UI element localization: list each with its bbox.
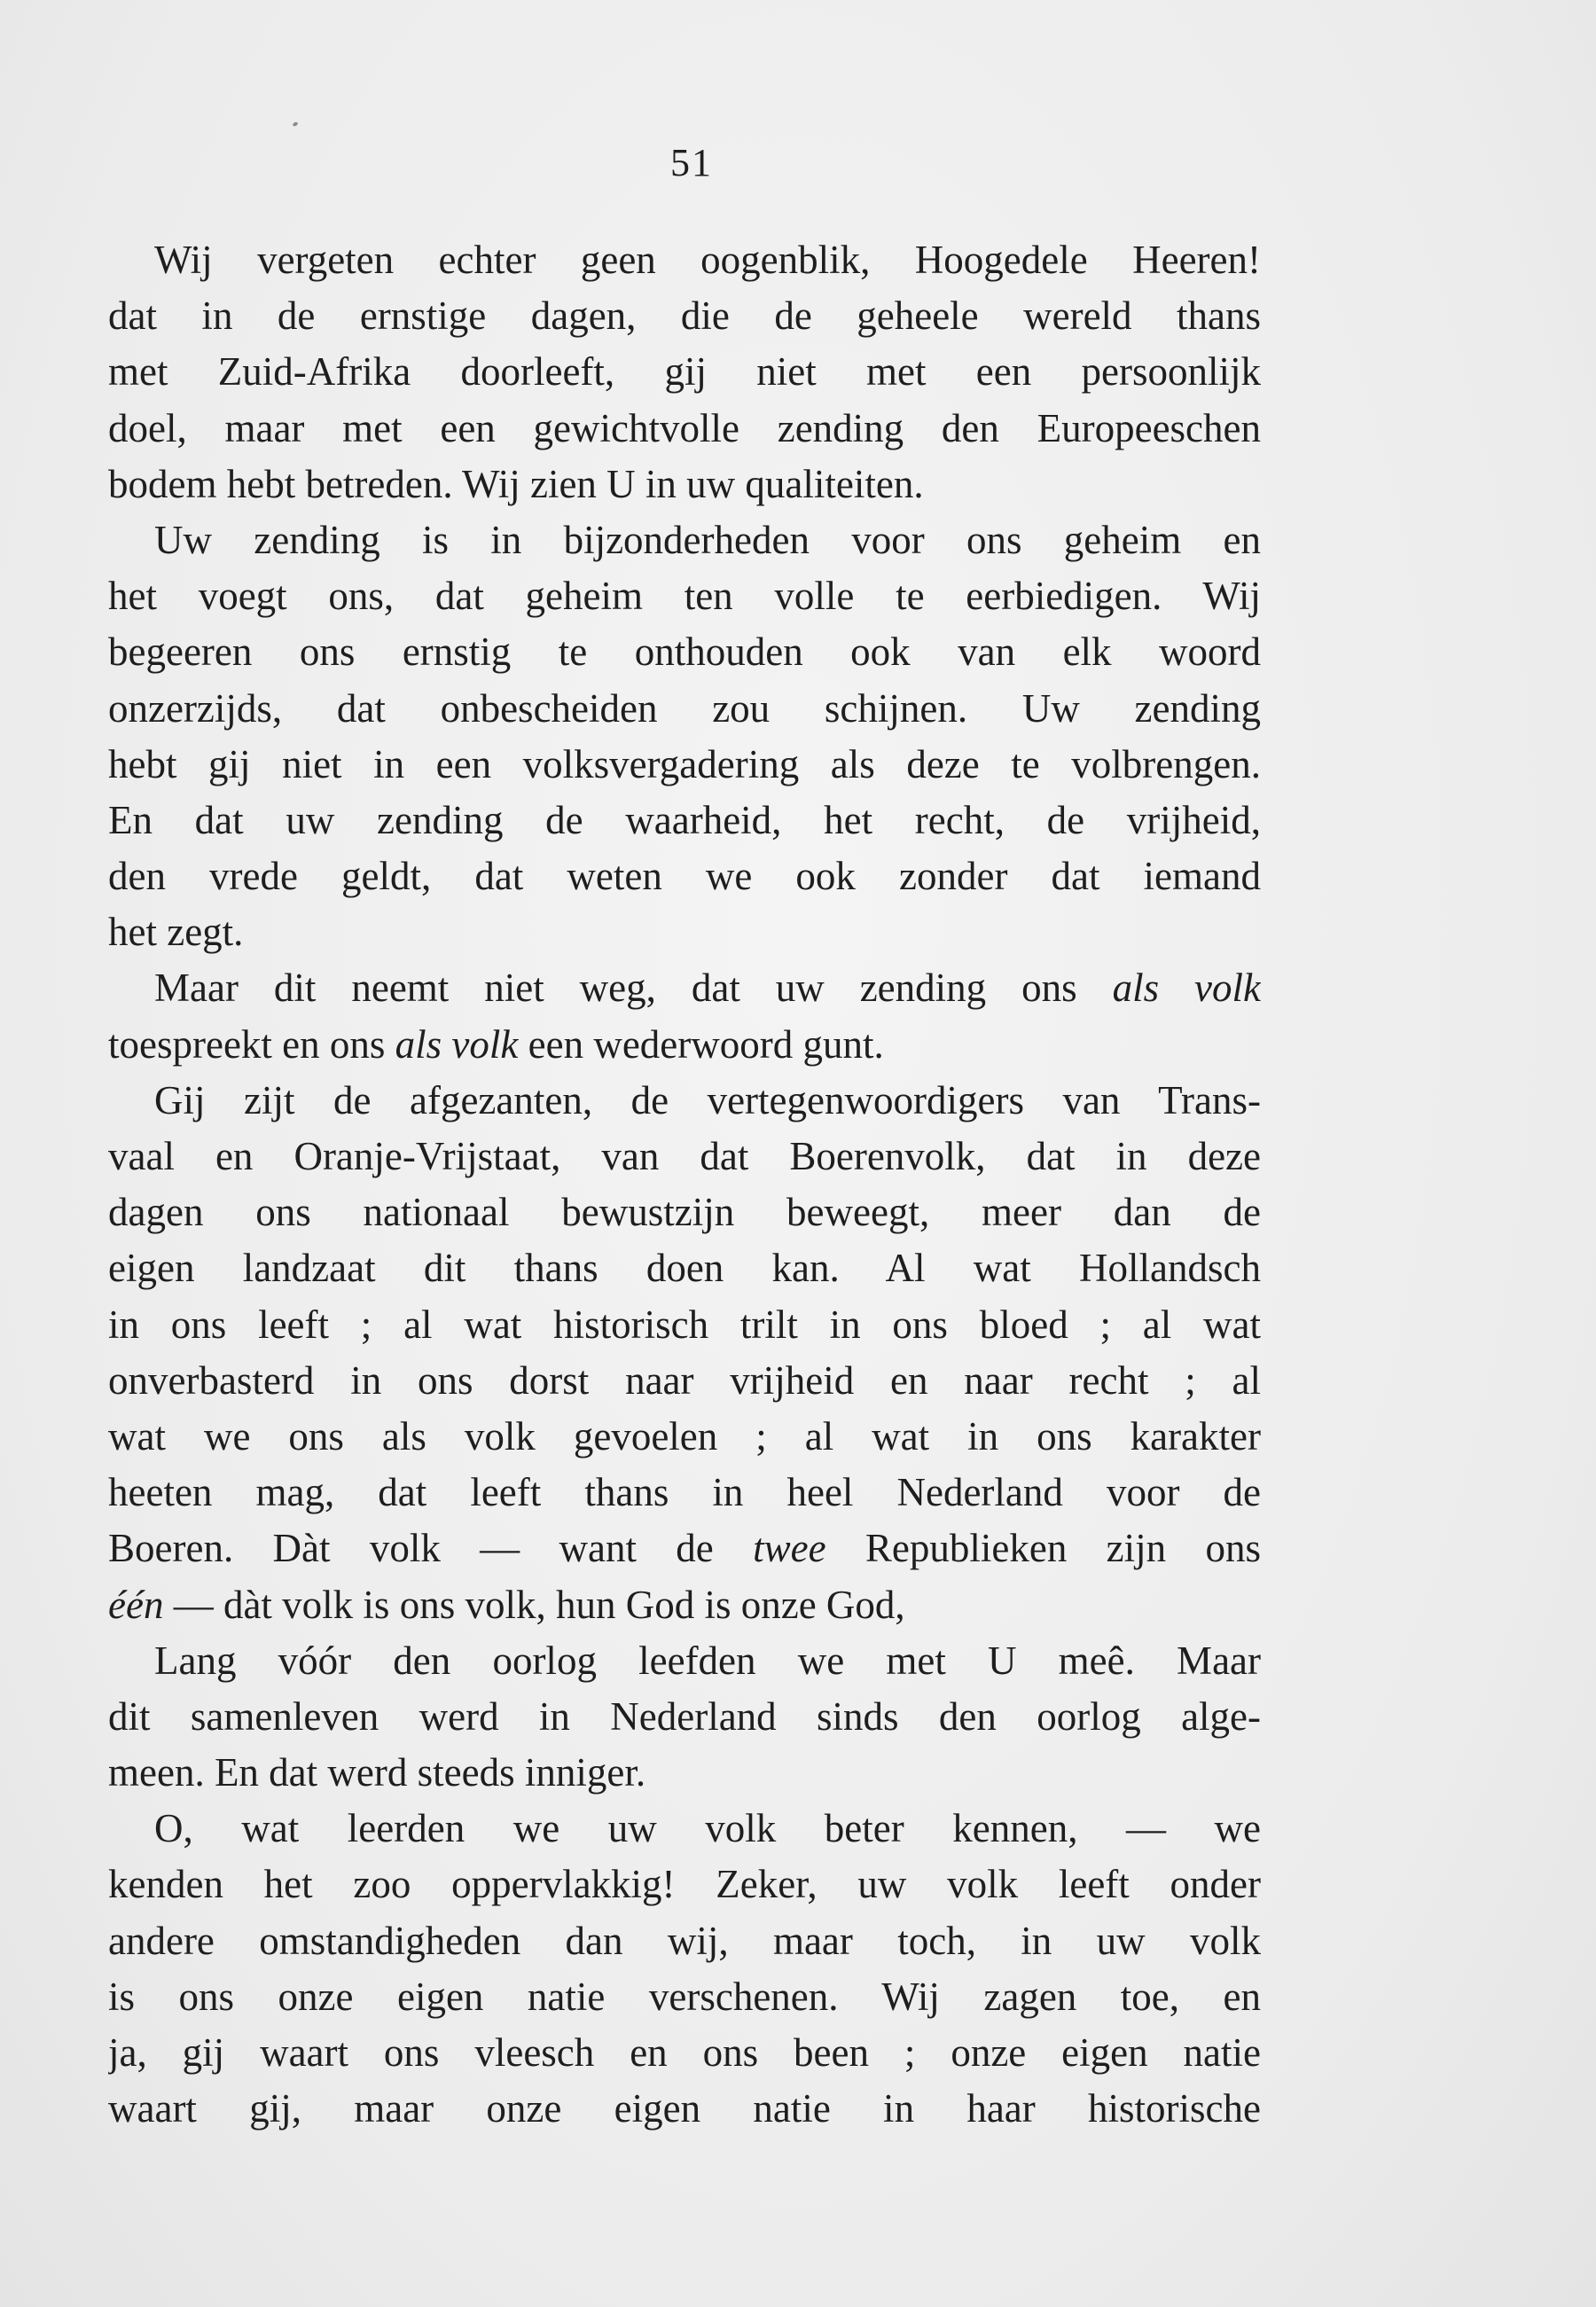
text-line [108, 960, 1261, 1016]
text-line [108, 1577, 1261, 1633]
text-line [108, 793, 1261, 849]
text-run: toespreekt en ons [108, 1021, 395, 1067]
italic-text: één [108, 1582, 164, 1627]
text-run: Republieken zijn ons [825, 1526, 1261, 1571]
text-run: dit samenleven werd in Nederland sinds den oorlog alge- [108, 1693, 1261, 1739]
text-line [108, 1689, 1261, 1745]
italic-text: als volk [1112, 966, 1261, 1011]
text-line [108, 849, 1261, 904]
italic-text: twee [753, 1526, 826, 1571]
text-line [108, 624, 1261, 680]
text-run: in ons leeft ; al wat historisch trilt in ons bloed ; al wat [108, 1302, 1261, 1347]
text-run: dat in de ernstige dagen, die de geheele wereld thans [108, 293, 1261, 339]
text-line [108, 904, 1261, 960]
text-line [108, 401, 1261, 457]
text-line [108, 1745, 1261, 1801]
text-line [108, 1913, 1261, 1969]
text-line [108, 1240, 1261, 1296]
text-run: het voegt ons, dat geheim ten volle te eerbiedigen. Wij [108, 574, 1261, 619]
text-line [108, 1297, 1261, 1353]
text-run: Lang vóór den oorlog leefden we met U meê. Maar [154, 1638, 1261, 1683]
text-run: een wederwoord gunt. [518, 1021, 884, 1067]
text-run: den vrede geldt, dat weten we ook zonder dat iemand [108, 854, 1261, 899]
text-line [108, 1017, 1261, 1073]
text-line [108, 512, 1261, 568]
italic-text: als volk [395, 1021, 519, 1067]
text-run: onzerzijds, dat onbescheiden zou schijnen. Uw zending [108, 685, 1261, 731]
text-run: dagen ons nationaal bewustzijn beweegt, meer dan de [108, 1190, 1261, 1235]
text-run: vaal en Oranje-Vrijstaat, van dat Boerenvolk, dat in deze [108, 1134, 1261, 1178]
text-line [108, 1801, 1261, 1857]
text-line [108, 2025, 1261, 2081]
text-line [108, 1633, 1261, 1689]
text-run: Maar dit neemt niet weg, dat uw zending ons [154, 966, 1113, 1011]
text-line [108, 1185, 1261, 1240]
text-run: bodem hebt betreden. Wij zien U in uw qualiteiten. [108, 461, 924, 506]
text-run: begeeren ons ernstig te onthouden ook van elk woord [108, 630, 1261, 675]
text-line [108, 457, 1261, 512]
text-run: onverbasterd in ons dorst naar vrijheid en naar recht ; al [108, 1357, 1261, 1403]
text-line [108, 288, 1261, 344]
text-line [108, 681, 1261, 737]
text-run: kenden het zoo oppervlakkig! Zeker, uw volk leeft onder [108, 1862, 1261, 1907]
text-run: eigen landzaat dit thans doen kan. Al wat Hollandsch [108, 1246, 1261, 1291]
text-run: Wij vergeten echter geen oogenblik, Hoogedele Heeren! [154, 238, 1261, 282]
text-run: En dat uw zending de waarheid, het recht, de vrijheid, [108, 797, 1261, 842]
text-line [108, 1857, 1261, 1912]
text-run: Gij zijt de afgezanten, de vertegenwoordigers van Trans- [154, 1077, 1261, 1122]
text-run: andere omstandigheden dan wij, maar toch, in uw volk [108, 1918, 1261, 1963]
text-line [108, 1353, 1261, 1409]
text-run: Boeren. Dàt volk — want de [108, 1526, 754, 1571]
text-run: is ons onze eigen natie verschenen. Wij zagen toe, en [108, 1974, 1261, 2019]
body-text [108, 232, 1261, 2137]
text-line [108, 1969, 1261, 2025]
text-line [108, 737, 1261, 793]
paper-speck [292, 121, 298, 127]
text-run: doel, maar met een gewichtvolle zending den Europeeschen [108, 405, 1261, 450]
text-run: waart gij, maar onze eigen natie in haar historische [108, 2086, 1261, 2131]
text-run: Uw zending is in bijzonderheden voor ons geheim en [154, 517, 1261, 562]
text-line [108, 1409, 1261, 1465]
text-line [108, 2081, 1261, 2137]
text-line [108, 1073, 1261, 1129]
text-run: meen. En dat werd steeds inniger. [108, 1750, 646, 1795]
text-run: wat we ons als volk gevoelen ; al wat in ons karakter [108, 1413, 1261, 1458]
text-run: hebt gij niet in een volksvergadering als deze te volbrengen. [108, 741, 1261, 786]
text-line [108, 344, 1261, 400]
text-run: heeten mag, dat leeft thans in heel Nederland voor de [108, 1470, 1261, 1515]
text-run: met Zuid-Afrika doorleeft, gij niet met een persoonlijk [108, 349, 1261, 395]
text-run: het zegt. [108, 910, 244, 955]
text-line [108, 568, 1261, 624]
text-run: O, wat leerden we uw volk beter kennen, — we [154, 1806, 1261, 1851]
page-number: 51 [670, 141, 713, 184]
text-run: ja, gij waart ons vleesch en ons been ; onze eigen natie [108, 2030, 1261, 2075]
text-line [108, 1129, 1261, 1185]
text-run: — dàt volk is ons volk, hun God is onze God, [163, 1582, 905, 1627]
text-line [108, 1465, 1261, 1521]
text-line [108, 1521, 1261, 1576]
text-line [108, 232, 1261, 288]
